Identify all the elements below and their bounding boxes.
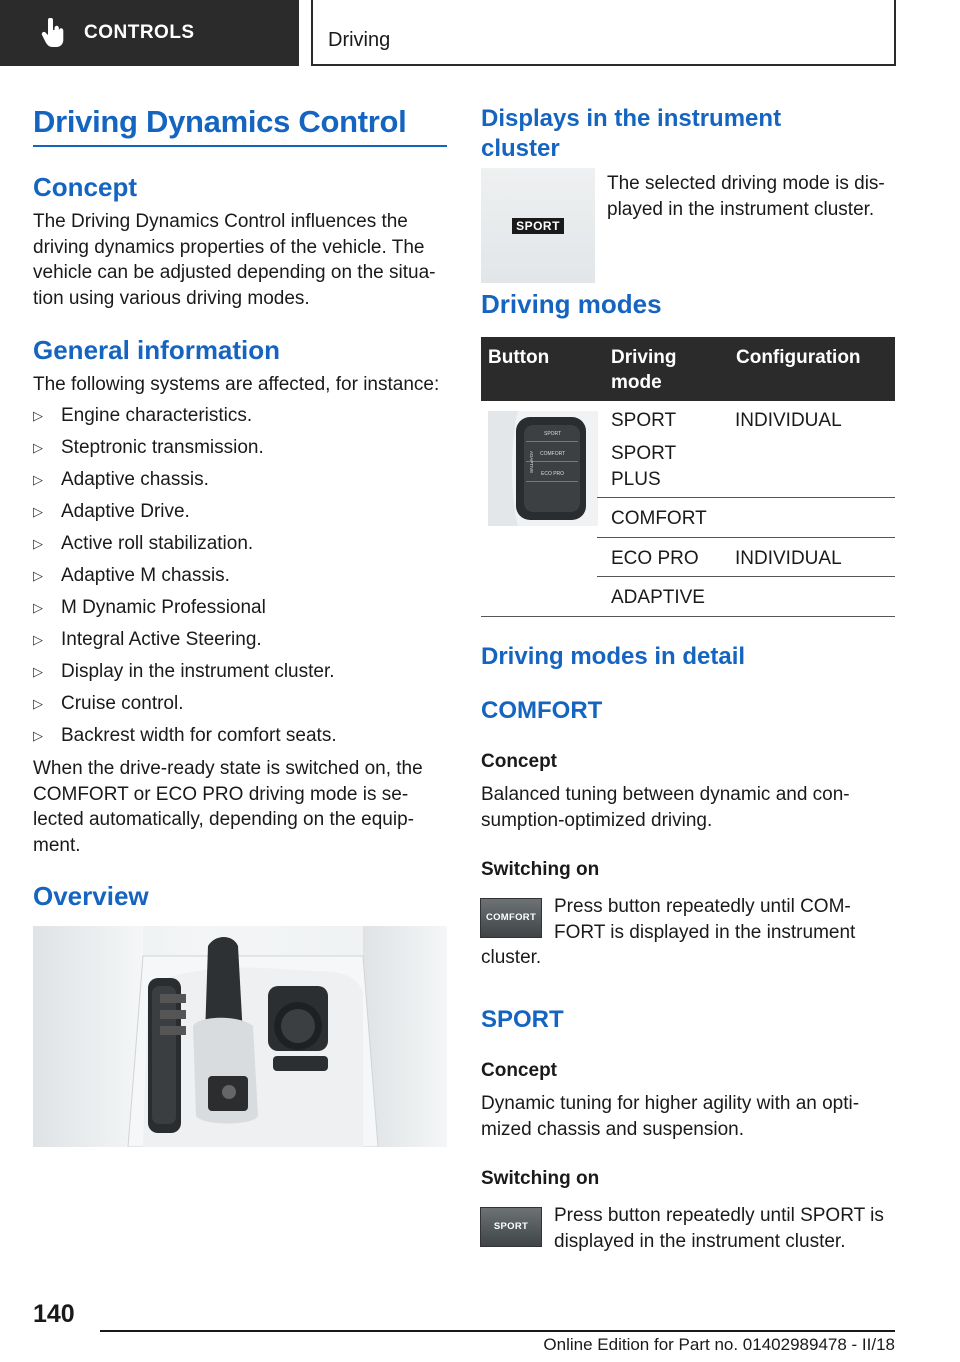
table-divider: [597, 576, 895, 577]
list-item: ▷ Adaptive M chassis.: [33, 565, 230, 586]
list-item: ▷ Engine characteristics.: [33, 405, 253, 426]
list-item: ▷ Integral Active Steering.: [33, 629, 262, 650]
table-row: SPORT: [611, 410, 677, 431]
general-info-heading: General information: [33, 335, 281, 365]
driving-modes-heading: Driving modes: [481, 289, 662, 319]
list-item: ▷ Steptronic transmission.: [33, 437, 264, 458]
comfort-concept-text: Balanced tuning between dynamic and con‐ sumption-optimized driving.: [481, 784, 850, 831]
table-cell-config: INDIVIDUAL: [735, 548, 842, 569]
triangle-bullet-icon: ▷: [33, 472, 43, 487]
table-row: ADAPTIVE: [611, 587, 705, 608]
table-cell-config: INDIVIDUAL: [735, 410, 842, 431]
header-section-tab: [0, 0, 299, 66]
mode-buttons-image: [488, 411, 598, 526]
triangle-bullet-icon: ▷: [33, 440, 43, 455]
title-underline: [33, 145, 447, 147]
column-header-configuration: Configuration: [736, 347, 861, 368]
panel-label-eco-pro: ECO PRO: [541, 471, 565, 477]
panel-label-comfort: COMFORT: [540, 451, 566, 457]
table-header-row: [481, 337, 895, 401]
center-console-image: [33, 926, 447, 1147]
triangle-bullet-icon: ▷: [33, 728, 43, 743]
table-divider: [597, 537, 895, 538]
sport-heading: SPORT: [481, 1006, 564, 1033]
sport-switch-text: Press button repeatedly until SPORT is displayed in the instrument cluster.: [554, 1205, 884, 1252]
concept-text: The Driving Dynamics Control influences the driving dynamics properties of the vehicle. The vehicle can be adjusted depending on the situa‐ tion using various driving modes.: [33, 211, 436, 309]
table-row: ECO PRO: [611, 548, 699, 569]
column-header-button: Button: [488, 347, 550, 368]
overview-heading: Overview: [33, 881, 149, 911]
displays-heading: Displays in the instrument cluster: [481, 105, 782, 162]
section-title: CONTROLS: [84, 22, 195, 43]
comfort-switch-label: Switching on: [481, 859, 600, 880]
sport-button-image: SPORT: [480, 1207, 542, 1247]
list-item: ▷ M Dynamic Professional: [33, 597, 266, 618]
detail-heading: Driving modes in detail: [481, 643, 746, 670]
footer-edition: Online Edition for Part no. 01402989478 - II/18: [543, 1335, 895, 1354]
comfort-concept-label: Concept: [481, 751, 557, 772]
panel-label-adaptive: ADAPTIVE: [529, 451, 534, 474]
comfort-button-image: COMFORT: [480, 898, 542, 938]
column-header-mode: Driving mode: [611, 347, 677, 393]
list-item: ▷ Adaptive Drive.: [33, 501, 190, 522]
table-bottom-rule: [481, 616, 895, 617]
triangle-bullet-icon: ▷: [33, 696, 43, 711]
triangle-bullet-icon: ▷: [33, 504, 43, 519]
comfort-heading: COMFORT: [481, 697, 603, 724]
list-item: ▷ Backrest width for comfort seats.: [33, 725, 337, 746]
triangle-bullet-icon: ▷: [33, 568, 43, 583]
triangle-bullet-icon: ▷: [33, 408, 43, 423]
triangle-bullet-icon: ▷: [33, 632, 43, 647]
center-console-illustration: [33, 926, 447, 1147]
triangle-bullet-icon: ▷: [33, 664, 43, 679]
comfort-switch-text-2: cluster.: [481, 947, 542, 968]
page-number: 140: [33, 1300, 75, 1328]
instrument-cluster-image: [481, 168, 595, 283]
concept-heading: Concept: [33, 172, 137, 202]
drive-ready-text: When the drive-ready state is switched on, the COMFORT or ECO PRO driving mode is se‐ lected automatically, depending on the equip‐ ment.: [33, 758, 423, 856]
list-item: ▷ Cruise control.: [33, 693, 184, 714]
driving-modes-table: [481, 337, 895, 401]
sport-concept-label: Concept: [481, 1060, 557, 1081]
panel-label-sport: SPORT: [544, 431, 562, 437]
page-title: Driving Dynamics Control: [33, 104, 407, 139]
hand-pointer-icon: [40, 18, 66, 48]
header-chapter-tab: [311, 0, 896, 66]
triangle-bullet-icon: ▷: [33, 536, 43, 551]
footer-rule: [100, 1330, 895, 1332]
table-row: SPORT PLUS: [611, 443, 677, 490]
sport-concept-text: Dynamic tuning for higher agility with an opti‐ mized chassis and suspension.: [481, 1093, 860, 1140]
sport-switch-label: Switching on: [481, 1168, 600, 1189]
general-info-intro: The following systems are affected, for instance:: [33, 374, 440, 395]
comfort-switch-text-1: Press button repeatedly until COM‐ FORT is displayed in the instrument: [554, 896, 856, 943]
mode-buttons-illustration: [488, 411, 598, 526]
systems-list: [33, 403, 447, 755]
table-divider: [597, 497, 895, 498]
table-row: COMFORT: [611, 508, 707, 529]
list-item: ▷ Active roll stabilization.: [33, 533, 254, 554]
triangle-bullet-icon: ▷: [33, 600, 43, 615]
chapter-title: Driving: [328, 29, 391, 51]
sport-display-badge: SPORT: [512, 218, 564, 234]
displays-text: The selected driving mode is dis‐ played in the instrument cluster.: [607, 173, 885, 220]
list-item: ▷ Display in the instrument cluster.: [33, 661, 335, 682]
list-item: ▷ Adaptive chassis.: [33, 469, 209, 490]
